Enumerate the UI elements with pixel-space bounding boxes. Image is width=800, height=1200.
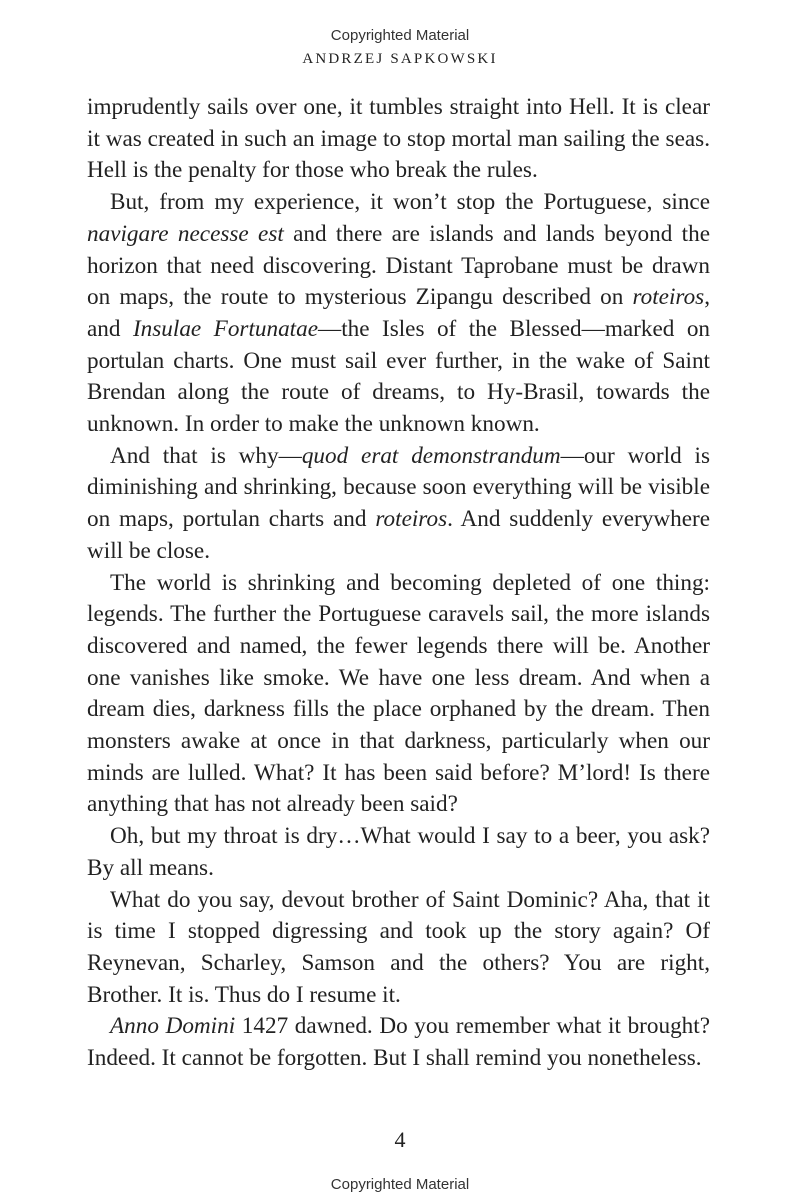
text-run: But, from my experience, it won’t stop the Portuguese, since xyxy=(110,189,710,216)
text-run: and there are islands and lands beyond the horizon that need discovering. Distant Taprobane must be drawn on maps, the route to mysterious Zipangu described on xyxy=(87,220,710,311)
text-run: The world is shrinking and becoming depleted of one thing: legends. The further the Portuguese caravels sail, the more islands discovered and named, the fewer legends there will be. Another one vanishes like smoke. We have one less dream. And when a dream dies, darkness fills the place orphaned by the dream. Then monsters awake at once in that darkness, particularly when our minds are lulled. What? It has been said before? M’lord! Is there anything that has not already been said? xyxy=(87,569,710,818)
book-body-text xyxy=(87,92,710,1075)
text-run: . And suddenly everywhere will be close. xyxy=(87,506,710,564)
italic-text: roteiros xyxy=(375,506,448,533)
italic-text: navigare necesse est xyxy=(87,220,284,247)
paragraph xyxy=(87,441,710,568)
paragraph xyxy=(87,568,710,822)
text-run: Oh, but my throat is dry…What would I say to a beer, you ask? By all means. xyxy=(87,823,710,881)
text-run: 1427 dawned. Do you remember what it brought? Indeed. It cannot be forgotten. But I shall remind you nonetheless. xyxy=(87,1013,710,1072)
paragraph xyxy=(87,1011,710,1074)
italic-text: Insulae Fortunatae xyxy=(132,315,319,342)
copyright-watermark-bottom: Copyrighted Material xyxy=(330,1176,470,1193)
paragraph xyxy=(87,821,710,884)
paragraph xyxy=(87,885,710,1012)
text-run: imprudently sails over one, it tumbles straight into Hell. It is clear it was created in such an image to stop mortal man sailing the seas. Hell is the penalty for those who break the rules. xyxy=(87,94,710,184)
paragraph xyxy=(87,187,710,441)
italic-text: Anno Domini xyxy=(110,1013,236,1040)
running-head-author: ANDRZEJ SAPKOWSKI xyxy=(302,51,498,67)
text-run: —the Isles of the Blessed—marked on portulan charts. One must sail ever further, in the wake of Saint Brendan along the route of dreams, to Hy-Brasil, towards the unknown. In order to make the unknown known. xyxy=(87,315,711,438)
text-run: And that is why— xyxy=(110,442,302,469)
italic-text: roteiros xyxy=(632,284,705,311)
page-number: 4 xyxy=(394,1127,406,1152)
text-run: , and xyxy=(87,284,710,342)
copyright-watermark-top: Copyrighted Material xyxy=(330,27,470,44)
text-run: —our world is diminishing and shrinking, because soon everything will be visible on maps, portulan charts and xyxy=(87,442,710,533)
text-run: What do you say, devout brother of Saint Dominic? Aha, that it is time I stopped digressing and took up the story again? Of Reynevan, Scharley, Samson and the others? You are right, Brother. It is. Thus do I resume it. xyxy=(87,886,710,1008)
italic-text: quod erat demonstrandum xyxy=(301,442,561,469)
paragraph xyxy=(87,92,710,187)
